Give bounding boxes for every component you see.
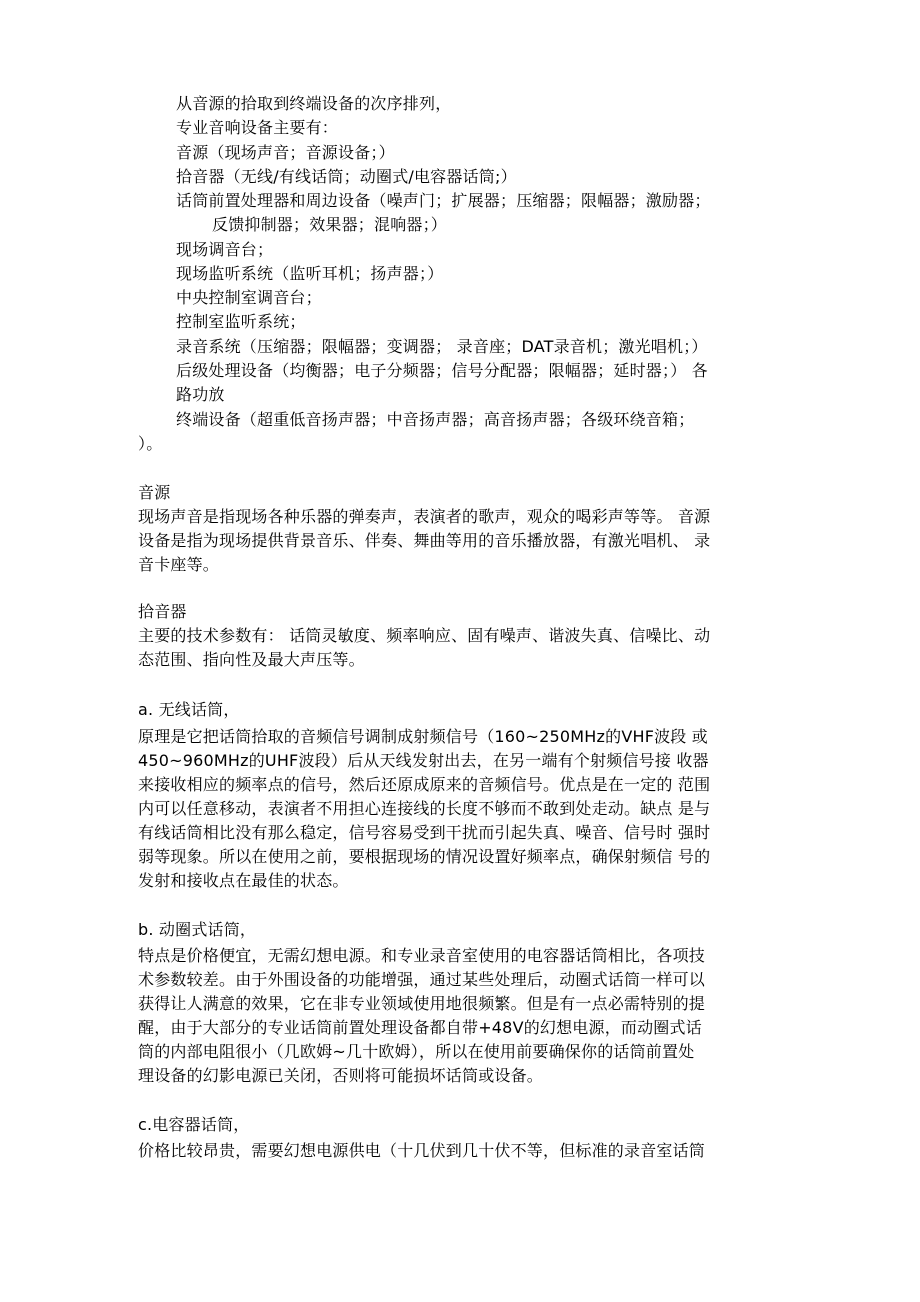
list-line: 终端设备（超重低音扬声器；中音扬声器；高音扬声器；各级环绕音箱； (176, 410, 695, 429)
list-line: 中央控制室调音台； (176, 288, 322, 307)
list-line: 路功放 (176, 385, 225, 404)
paragraph-line: 发射和接收点在最佳的状态。 (138, 871, 349, 890)
list-line: 反馈抑制器；效果器；混响器；） (212, 215, 448, 234)
list-line: 话筒前置处理器和周边设备（噪声门；扩展器；压缩器；限幅器；激励器； (176, 191, 711, 210)
paragraph-line: 态范围、指向性及最大声压等。 (138, 650, 365, 669)
list-line: 控制室监听系统； (176, 312, 306, 331)
section-heading-source: 音源 (138, 483, 171, 502)
list-line: 录音系统（压缩器；限幅器；变调器； 录音座；DAT录音机；激光唱机；） (176, 337, 708, 356)
section-body-dynamic (138, 944, 705, 1088)
list-line: 现场监听系统（监听耳机；扬声器；） (176, 264, 444, 283)
paragraph-line: 获得让人满意的效果，它在非专业领域使用地很频繁。但是有一点必需特别的提 (138, 994, 706, 1013)
list-line: 从音源的拾取到终端设备的次序排列， (176, 94, 452, 113)
paragraph-line: 主要的技术参数有： 话筒灵敏度、频率响应、固有噪声、谐波失真、信噪比、动 (138, 626, 711, 645)
section-heading-dynamic: b. 动圈式话筒， (138, 920, 257, 939)
paragraph-line: 价格比较昂贵，需要幻想电源供电（十几伏到几十伏不等，但标准的录音室话筒 (138, 1141, 706, 1160)
list-line: 拾音器（无线/有线话筒；动圈式/电容器话筒;） (176, 167, 517, 186)
paragraph-line: 音卡座等。 (138, 555, 220, 574)
paragraph-line: 术参数较差。由于外围设备的功能增强，通过某些处理后，动圈式话筒一样可以 (138, 970, 706, 989)
section-body-source (138, 505, 710, 577)
paragraph-line: 设备是指为现场提供背景音乐、伴奏、舞曲等用的音乐播放器，有激光唱机、 录 (138, 531, 711, 550)
list-line: 音源（现场声音；音源设备；） (176, 143, 395, 162)
list-line: 专业音响设备主要有： (176, 118, 339, 137)
section-heading-pickup: 拾音器 (138, 602, 187, 621)
list-line: ）。 (138, 434, 163, 453)
paragraph-line: 醒，由于大部分的专业话筒前置处理设备都自带+48V的幻想电源，而动圈式话 (138, 1018, 702, 1037)
paragraph-line: 特点是价格便宜，无需幻想电源。和专业录音室使用的电容器话筒相比，各项技 (138, 946, 706, 965)
paragraph-line: 弱等现象。所以在使用之前，要根据现场的情况设置好频率点，确保射频信 号的 (138, 847, 711, 866)
section-heading-wireless: a. 无线话筒， (138, 700, 240, 719)
section-body-pickup (138, 624, 710, 672)
paragraph-line: 筒的内部电阻很小（几欧姆~几十欧姆），所以在使用前要确保你的话筒前置处 (138, 1042, 695, 1061)
paragraph-line: 450~960MHz的UHF波段）后从天线发射出去，在另一端有个射频信号接 收器 (138, 751, 709, 770)
section-body-condenser (138, 1139, 705, 1163)
paragraph-line: 原理是它把话筒拾取的音频信号调制成射频信号（160~250MHz的VHF波段 或 (138, 727, 708, 746)
paragraph-line: 理设备的幻影电源已关闭，否则将可能损坏话筒或设备。 (138, 1066, 544, 1085)
paragraph-line: 来接收相应的频率点的信号，然后还原成原来的音频信号。优点是在一定的 范围 (138, 775, 711, 794)
section-heading-condenser: c.电容器话筒， (138, 1115, 250, 1134)
paragraph-line: 有线话筒相比没有那么稳定，信号容易受到干扰而引起失真、噪音、信号时 强时 (138, 823, 711, 842)
paragraph-line: 内可以任意移动，表演者不用担心连接线的长度不够而不敢到处走动。缺点 是与 (138, 799, 711, 818)
list-line: 现场调音台； (176, 240, 274, 259)
section-body-wireless (138, 725, 710, 893)
paragraph-line: 现场声音是指现场各种乐器的弹奏声，表演者的歌声，观众的喝彩声等等。 音源 (138, 507, 711, 526)
list-line: 后级处理设备（均衡器；电子分频器；信号分配器；限幅器；延时器；） 各 (176, 361, 708, 380)
